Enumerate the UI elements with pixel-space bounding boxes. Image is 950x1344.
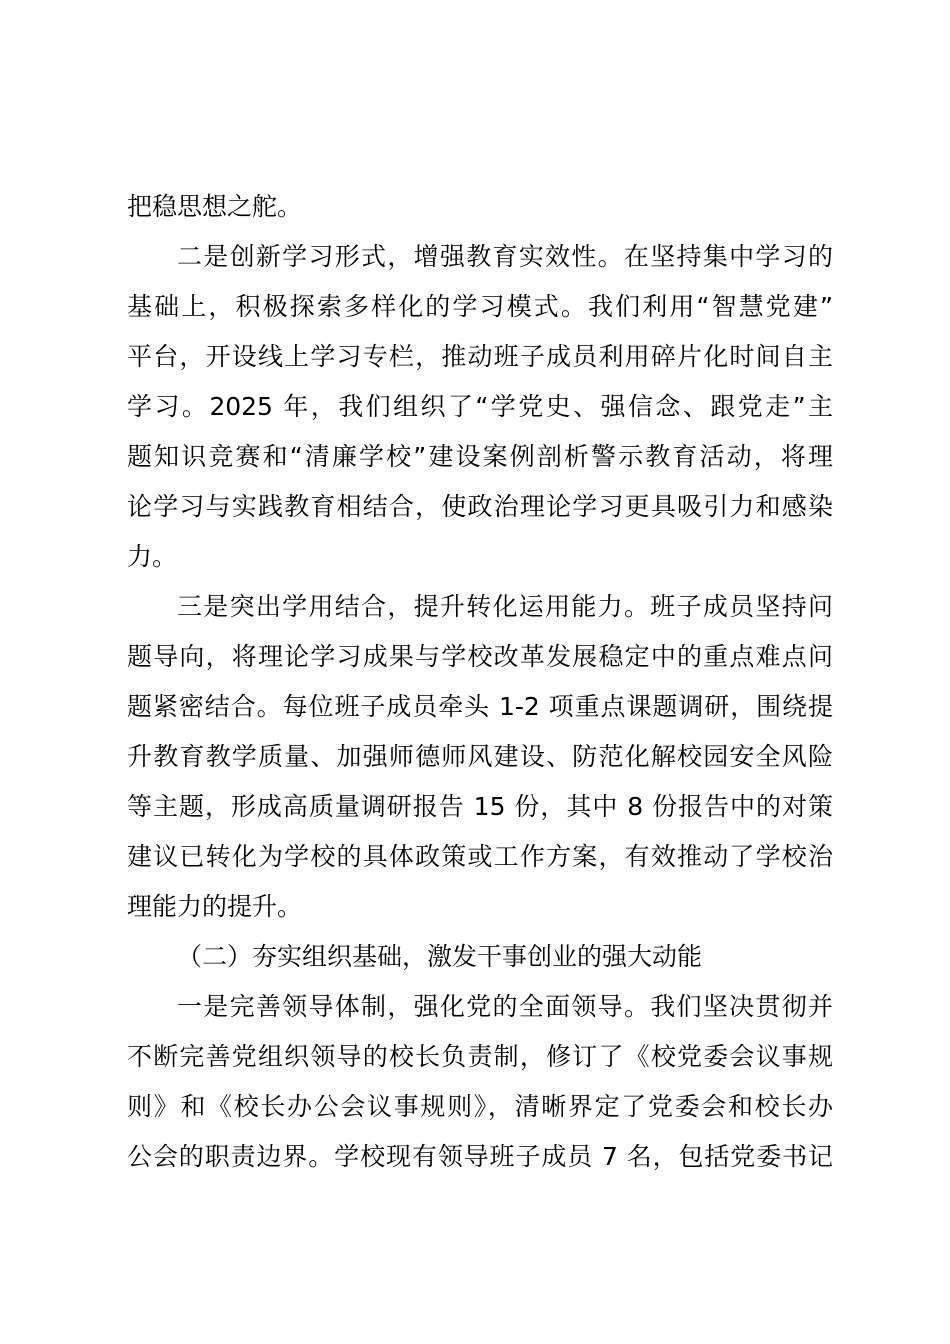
text-line: 升教育教学质量、加强师德师风建设、防范化解校园安全风险 xyxy=(127,742,833,771)
text-line: 理能力的提升。 xyxy=(127,892,303,921)
document-page xyxy=(127,182,833,1182)
text-line: 则》和《校长办公会议事规则》，清晰界定了党委会和校长办 xyxy=(127,1092,833,1121)
text-line: 题知识竞赛和“清廉学校”建设案例剖析警示教育活动，将理 xyxy=(127,442,833,471)
text-line: 力。 xyxy=(127,542,178,571)
paragraph-continuation xyxy=(127,182,833,232)
text-line: 学习。2025 年，我们组织了“学党史、强信念、跟党走”主 xyxy=(127,392,833,421)
paragraph-learning-application xyxy=(127,582,833,932)
text-line: 不断完善党组织领导的校长负责制，修订了《校党委会议事规 xyxy=(127,1042,833,1071)
text-line: 基础上，积极探索多样化的学习模式。我们利用“智慧党建” xyxy=(127,292,833,321)
text-line: 公会的职责边界。学校现有领导班子成员 7 名，包括党委书记 xyxy=(127,1142,833,1171)
text-line: 论学习与实践教育相结合，使政治理论学习更具吸引力和感染 xyxy=(127,492,833,521)
text-line: 题导向，将理论学习成果与学校改革发展稳定中的重点难点问 xyxy=(127,642,833,671)
text-line: 三是突出学用结合，提升转化运用能力。班子成员坚持问 xyxy=(177,592,833,621)
text-line: 一是完善领导体制，强化党的全面领导。我们坚决贯彻并 xyxy=(177,992,833,1021)
text-line: 把稳思想之舵。 xyxy=(127,192,303,221)
text-line: 题紧密结合。每位班子成员牵头 1-2 项重点课题调研，围绕提 xyxy=(127,692,833,721)
heading-text: （二）夯实组织基础，激发干事创业的强大动能 xyxy=(177,942,703,971)
text-line: 平台，开设线上学习专栏，推动班子成员利用碎片化时间自主 xyxy=(127,342,833,371)
text-line: 建议已转化为学校的具体政策或工作方案，有效推动了学校治 xyxy=(127,842,833,871)
paragraph-innovate-learning xyxy=(127,232,833,582)
text-line: 等主题，形成高质量调研报告 15 份，其中 8 份报告中的对策 xyxy=(127,792,833,821)
paragraph-leadership-system xyxy=(127,982,833,1182)
section-heading xyxy=(127,932,833,982)
text-line: 二是创新学习形式，增强教育实效性。在坚持集中学习的 xyxy=(177,242,833,271)
